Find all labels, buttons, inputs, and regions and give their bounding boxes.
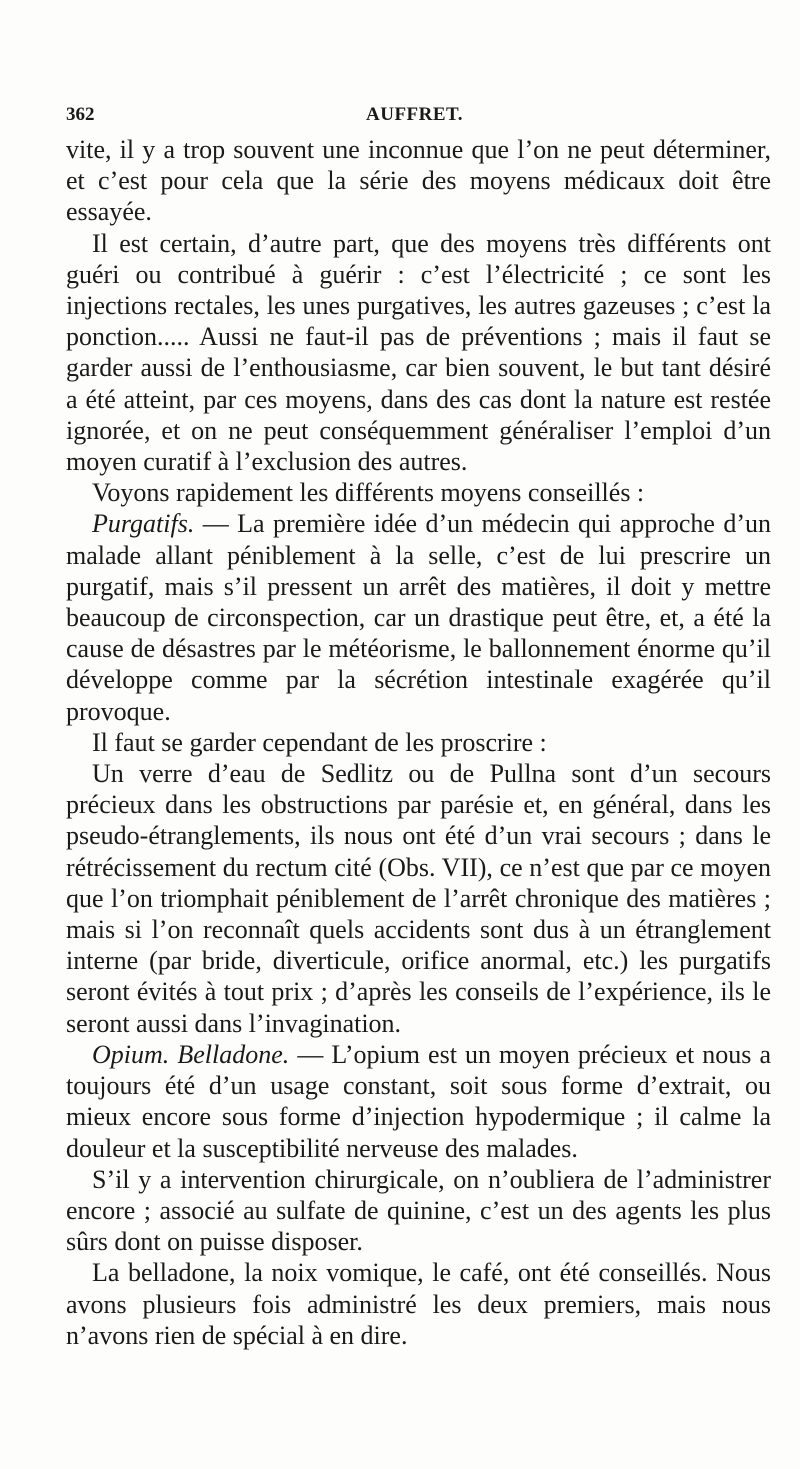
section-heading-inline: Opium. Belladone. [92,1039,290,1069]
paragraph [66,727,771,758]
paragraph-text: Voyons rapidement les différents moyens conseillés : [92,478,645,508]
paragraph [66,477,771,508]
paragraph-text: Il faut se garder cependant de les proscrire : [92,727,547,757]
paragraph [66,1039,771,1164]
paragraph [66,1164,771,1258]
paragraph-text: La belladone, la noix vomique, le café, ont été conseillés. Nous avons plusieurs fois administré les deux premiers, mais nous n’avons rien de spécial à en dire. [66,1258,771,1350]
paragraph-text: Un verre d’eau de Sedlitz ou de Pullna sont d’un secours précieux dans les obstructions par parésie et, en général, dans les pseudo-étranglements, ils nous ont été d’un vrai secours ; dans le rétrécissement du rectum cité (Obs. VII), ce n’est que par ce moyen que l’on triomphait péniblement de l’arrêt chronique des matières ; mais si l’on reconnaît quels accidents sont dus à un étranglement interne (par bride, diverticule, orifice anormal, etc.) les purgatifs seront évités à tout prix ; d’après les conseils de l’expérience, ils le seront aussi dans l’invagination. [66,759,771,1038]
paragraph [66,134,771,228]
paragraph-text: S’il y a intervention chirurgicale, on n’oubliera de l’administrer encore ; associé au sulfate de quinine, c’est un des agents les plus sûrs dont on puisse disposer. [66,1164,771,1257]
paragraph [66,758,771,1039]
running-title: AUFFRET. [366,104,464,125]
body-text [66,134,771,1351]
paragraph [66,1257,771,1351]
paragraph-text: — L’opium est un moyen précieux et nous a toujours été d’un usage constant, soit sous forme d’extrait, ou mieux encore sous forme d’injection hypodermique ; il calme la douleur et la susceptibilité nerveuse des malades. [66,1039,771,1163]
paragraph-text: Il est certain, d’autre part, que des moyens très différents ont guéri ou contribué à guérir : c’est l’électricité ; ce sont les injections rectales, les unes purgatives, les autres gazeuses ; c’est la ponction..... Aussi ne faut-il pas de préventions ; mais il faut se garder aussi de l’enthousiasme, car bien souvent, le but tant désiré a été atteint, par ces moyens, dans des cas dont la nature est restée ignorée, et on ne peut conséquemment généraliser l’emploi d’un moyen curatif à l’exclusion des autres. [66,228,771,477]
page-number: 362 [66,104,95,125]
paragraph [66,228,771,478]
paragraph-text: — La première idée d’un médecin qui approche d’un malade allant péniblement à la selle, c’est de lui prescrire un purgatif, mais s’il pressent un arrêt des matières, il doit y mettre beaucoup de circonspection, car un drastique peut être, et, a été la cause de désastres par le météorisme, le ballonnement énorme qu’il développe comme par la sécrétion intestinale exagérée qu’il provoque. [66,509,771,726]
paragraph [66,508,771,726]
section-heading-inline: Purgatifs. [92,509,195,539]
running-head [66,104,771,126]
paragraph-text: vite, il y a trop souvent une inconnue que l’on ne peut déterminer, et c’est pour cela que la série des moyens médicaux doit être essayée. [66,135,771,227]
